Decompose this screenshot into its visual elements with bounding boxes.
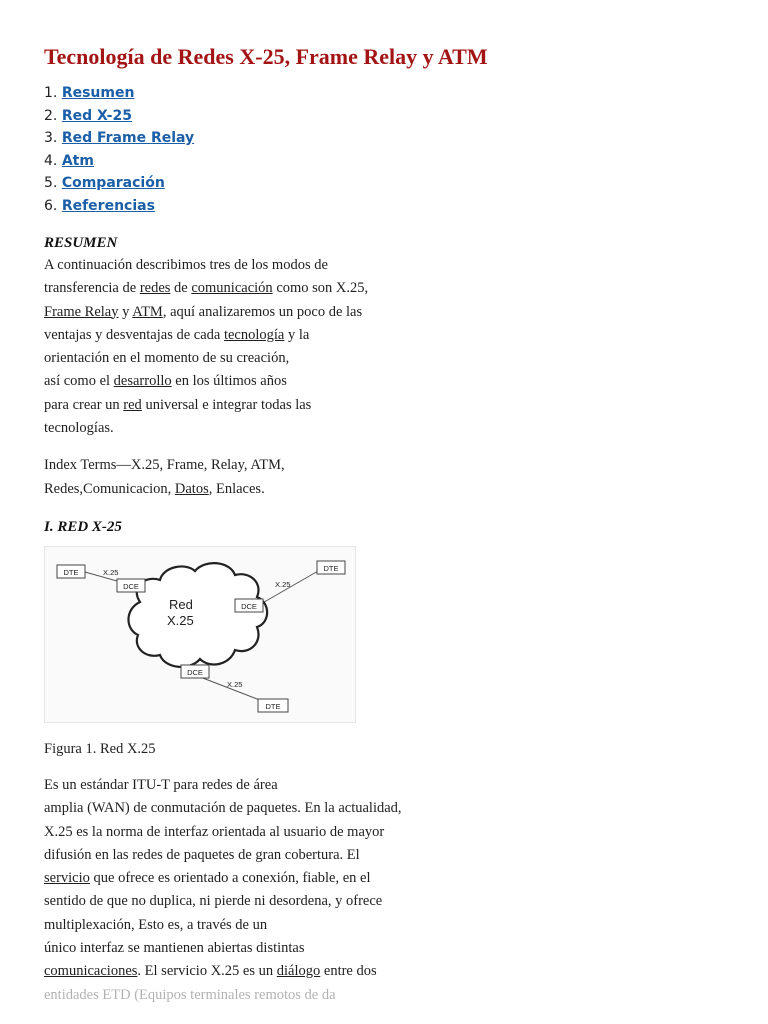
text-line bbox=[44, 301, 424, 324]
link-label: X.25 bbox=[103, 567, 119, 577]
toc-number: 4. bbox=[44, 152, 62, 169]
toc-link[interactable]: Resumen bbox=[61, 85, 135, 101]
text-run: , Enlaces. bbox=[208, 480, 265, 497]
glossary-link[interactable]: tecnología bbox=[223, 326, 285, 343]
document-page bbox=[44, 40, 488, 1007]
text-run: Redes,Comunicacion, bbox=[44, 480, 175, 497]
text-run: Index Terms—X.25, Frame, Relay, ATM, bbox=[44, 457, 285, 474]
toc-link[interactable]: Comparación bbox=[61, 175, 165, 191]
text-line bbox=[44, 821, 424, 844]
text-run: tecnologías. bbox=[44, 420, 114, 437]
glossary-link[interactable]: red bbox=[123, 396, 142, 413]
text-run: X.25 es la norma de interfaz orientada al usuario de mayor bbox=[44, 823, 385, 840]
text-line bbox=[44, 960, 424, 983]
toc-link[interactable]: Referencias bbox=[61, 197, 155, 214]
text-run: Es un estándar ITU-T para redes de área bbox=[44, 776, 278, 793]
text-run: , aquí analizaremos un poco de las bbox=[162, 303, 363, 320]
section-heading-red-x25: I. RED X-25 bbox=[44, 518, 122, 535]
glossary-link[interactable]: desarrollo bbox=[113, 373, 172, 390]
text-run: y bbox=[118, 303, 133, 320]
glossary-link[interactable]: ATM bbox=[132, 303, 163, 320]
text-line bbox=[44, 277, 424, 300]
text-run: sentido de que no duplica, ni pierde ni desordena, y ofrece bbox=[44, 893, 383, 910]
text-line bbox=[44, 347, 424, 370]
toc-item bbox=[44, 150, 424, 173]
network-diagram-figure bbox=[44, 546, 356, 723]
table-of-contents bbox=[44, 82, 424, 217]
link-label: X.25 bbox=[227, 679, 243, 689]
text-line bbox=[44, 937, 424, 960]
text-line bbox=[44, 914, 424, 937]
toc-link[interactable]: Red X-25 bbox=[61, 107, 132, 124]
text-run: que ofrece es orientado a conexión, fiable, en el bbox=[89, 870, 371, 887]
dte-node-label: DTE bbox=[265, 701, 281, 711]
text-run: como son X.25, bbox=[272, 280, 369, 297]
x25-network-diagram bbox=[45, 547, 355, 722]
glossary-link[interactable]: Datos bbox=[174, 480, 209, 497]
text-line bbox=[44, 417, 424, 440]
link-line bbox=[259, 567, 325, 605]
cloud-label: X.25 bbox=[167, 612, 194, 628]
text-line bbox=[44, 867, 424, 890]
text-run: y la bbox=[284, 326, 310, 343]
text-run: . El servicio X.25 es un bbox=[137, 963, 277, 980]
text-line bbox=[44, 890, 424, 913]
toc-item bbox=[44, 172, 424, 195]
text-line bbox=[44, 478, 424, 501]
dte-node-label: DTE bbox=[63, 567, 79, 577]
text-run: difusión en las redes de paquetes de gran cobertura. El bbox=[44, 846, 360, 863]
text-line bbox=[44, 324, 424, 347]
toc-link[interactable]: Red Frame Relay bbox=[61, 130, 195, 146]
text-run: para crear un bbox=[44, 396, 124, 413]
dce-node-label: DCE bbox=[187, 667, 203, 677]
glossary-link[interactable]: comunicación bbox=[191, 280, 273, 297]
text-line bbox=[44, 454, 424, 477]
resumen-paragraph bbox=[44, 254, 424, 440]
text-run: orientación en el momento de su creación, bbox=[44, 350, 290, 367]
toc-item bbox=[44, 195, 424, 218]
body-paragraph bbox=[44, 774, 424, 1007]
figure-caption: Figura 1. Red X.25 bbox=[44, 740, 156, 757]
text-line bbox=[44, 774, 424, 797]
text-line bbox=[44, 984, 424, 1007]
cloud-shape bbox=[128, 563, 267, 667]
link-label: X.25 bbox=[275, 579, 291, 589]
dce-node-label: DCE bbox=[123, 581, 139, 591]
cloud-label: Red bbox=[169, 596, 193, 612]
text-run: así como el bbox=[44, 373, 114, 390]
toc-number: 1. bbox=[44, 85, 62, 101]
resumen-heading: RESUMEN bbox=[44, 235, 118, 251]
dte-node-label: DTE bbox=[323, 563, 339, 573]
text-run: entre dos bbox=[320, 963, 377, 980]
text-line bbox=[44, 844, 424, 867]
text-line bbox=[44, 394, 424, 417]
text-run: transferencia de bbox=[44, 280, 140, 297]
text-run: único interfaz se mantienen abiertas distintas bbox=[44, 940, 305, 957]
toc-item bbox=[44, 105, 424, 128]
toc-number: 5. bbox=[44, 175, 62, 191]
toc-number: 2. bbox=[44, 107, 62, 124]
text-run: multiplexación, Esto es, a través de un bbox=[44, 916, 268, 933]
page-title: Tecnología de Redes X-25, Frame Relay y ATM bbox=[44, 44, 488, 69]
text-line bbox=[44, 370, 424, 393]
text-run: en los últimos años bbox=[171, 373, 287, 390]
glossary-link[interactable]: Frame Relay bbox=[44, 303, 119, 320]
text-run: entidades ETD (Equipos terminales remotos de da bbox=[44, 986, 336, 1003]
text-run: ventajas y desventajas de cada bbox=[44, 326, 224, 343]
dce-node-label: DCE bbox=[241, 601, 257, 611]
glossary-link[interactable]: diálogo bbox=[276, 963, 321, 980]
text-run: universal e integrar todas las bbox=[141, 396, 312, 413]
text-line bbox=[44, 797, 424, 820]
text-run: de bbox=[170, 280, 192, 297]
glossary-link[interactable]: servicio bbox=[44, 870, 90, 887]
toc-number: 3. bbox=[44, 130, 62, 146]
toc-number: 6. bbox=[44, 197, 62, 214]
glossary-link[interactable]: redes bbox=[139, 280, 171, 297]
toc-link[interactable]: Atm bbox=[61, 152, 94, 169]
index-terms-paragraph bbox=[44, 454, 424, 501]
text-run: A continuación describimos tres de los modos de bbox=[44, 257, 328, 273]
toc-item bbox=[44, 127, 424, 150]
toc-item bbox=[44, 82, 424, 105]
text-line bbox=[44, 254, 424, 277]
glossary-link[interactable]: comunicaciones bbox=[44, 963, 138, 980]
text-run: amplia (WAN) de conmutación de paquetes. En la actualidad, bbox=[44, 800, 402, 817]
